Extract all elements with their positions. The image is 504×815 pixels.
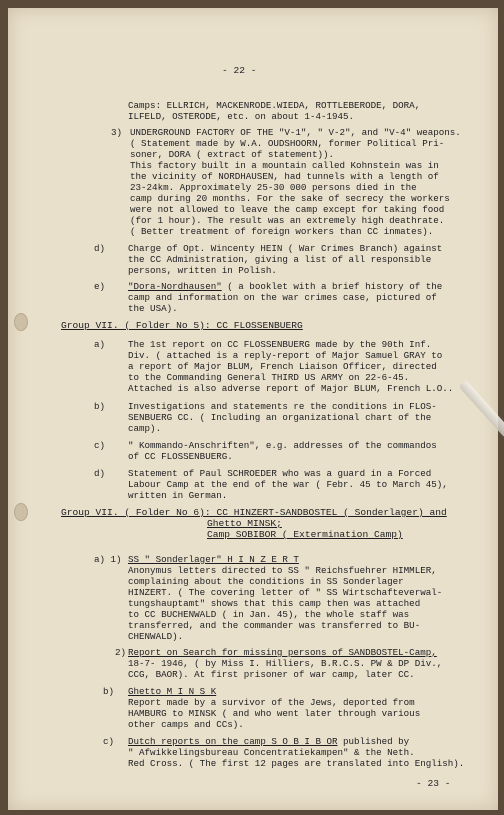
hinzert-line: CHENWALD). xyxy=(128,631,184,642)
hinzert-line: complaining about the conditions in SS Sonderlager xyxy=(128,576,404,587)
page-number-top: - 22 - xyxy=(222,65,257,76)
camps-line-1: Camps: ELLRICH, MACKENRODE.WIEDA, ROTTLEBERODE, DORA, xyxy=(128,100,421,111)
flossenbuerg-a-line: Attached is also adverse report of Major BLUM, French L.O.. xyxy=(128,383,454,394)
item-label: d) xyxy=(94,243,106,254)
item-label: b) xyxy=(94,401,106,412)
item3-line: camp during 20 months. For the sake of secrecy the workers xyxy=(130,193,450,204)
sobibor-line: " Afwikkelingsbureau Concentratiekampen" & the Neth. xyxy=(128,747,415,758)
flossenbuerg-b-line: camp). xyxy=(128,423,162,434)
item-label: a) 1) xyxy=(94,554,122,565)
sobibor-line-1 xyxy=(128,736,409,747)
item-e-line: camp and information on the war crimes case, pictured of xyxy=(128,292,437,303)
flossenbuerg-c-line: " Kommando-Anschriften", e.g. addresses of the commandos xyxy=(128,440,437,451)
binder-hole xyxy=(14,503,28,521)
item3-line: This factory built in a mountain called Kohnstein was in xyxy=(130,160,439,171)
group-heading-flossenbuerg: Group VII. ( Folder No 5): CC FLOSSENBUERG xyxy=(61,320,303,331)
flossenbuerg-b-line: SENBUERG CC. ( Including an organizational chart of the xyxy=(128,412,432,423)
sobibor-line: Red Cross. ( The first 12 pages are translated into English). xyxy=(128,758,465,769)
item-e-rest: ( a booklet with a brief history of the xyxy=(221,281,443,292)
flossenbuerg-d-line: Labour Camp at the end of the war ( Febr. 45 to March 45), xyxy=(128,479,448,490)
sobibor-title-rest: published by xyxy=(337,736,410,747)
flossenbuerg-b-line: Investigations and statements re the conditions in FLOS- xyxy=(128,401,437,412)
hinzert-line: HINZERT. ( The covering letter of " SS Wirtschafteverwal- xyxy=(128,587,443,598)
flossenbuerg-a-line: Div. ( attached is a reply-report of Major Samuel GRAY to xyxy=(128,350,443,361)
minsk-line: other camps and CCs). xyxy=(128,719,244,730)
sandbostel-line: 18-7- 1946, ( by Miss I. Hilliers, B.R.C.S. PW & DP Div., xyxy=(128,658,443,669)
page-number-bottom: - 23 - xyxy=(416,778,451,789)
item-label: a) xyxy=(94,339,106,350)
hinzert-line: tungshauptamt" shows that this camp then was attached xyxy=(128,598,421,609)
flossenbuerg-a-line: to the Commanding General THIRD US ARMY on 22-6-45. xyxy=(128,372,410,383)
item3-line: the vicinity of NORDHAUSEN, had tunnels with a length of xyxy=(130,171,439,182)
item3-line: UNDERGROUND FACTORY OF THE "V-1", " V-2", and "V-4" weapons. xyxy=(130,127,461,138)
sobibor-title: Dutch reports on the camp S O B I B OR xyxy=(128,736,338,747)
booklet-title: "Dora-Nordhausen" xyxy=(128,281,222,292)
item3-line: were not allowed to leave the camp except for taking food xyxy=(130,204,445,215)
flossenbuerg-a-line: a report of Major BLUM, French Liaison Officer, directed xyxy=(128,361,437,372)
group-heading-sobibor: Camp SOBIBOR ( Extermination Camp) xyxy=(207,529,403,540)
hinzert-line: transferred, and the commander was transferred to BU- xyxy=(128,620,421,631)
item-label: 2) xyxy=(115,647,127,658)
minsk-title: Ghetto M I N S K xyxy=(128,686,217,697)
sandbostel-line: CCG, BAOR). At first prisoner of war camp, later CC. xyxy=(128,669,415,680)
binder-hole xyxy=(14,313,28,331)
item-label: 3) xyxy=(111,127,123,138)
item-e-line-1 xyxy=(128,281,442,292)
camps-line-2: ILFELD, OSTERODE, etc. on about 1-4-1945. xyxy=(128,111,355,122)
item3-line: ( Better treatment of foreign workers than CC inmates). xyxy=(130,226,434,237)
hinzert-line: Anonymus letters directed to SS " Reichsfuehrer HIMMLER, xyxy=(128,565,437,576)
item-label: e) xyxy=(94,281,106,292)
item3-line: ( Statement made by W.A. OUDSHOORN, former Political Pri- xyxy=(130,138,445,149)
item-e-line: the USA). xyxy=(128,303,178,314)
item-d-line: persons, written in Polish. xyxy=(128,265,277,276)
item3-line: 23-24km. Approximately 25-30 000 persons died in the xyxy=(130,182,417,193)
item-d-line: the CC Administration, giving a list of all responsible xyxy=(128,254,432,265)
group-heading-hinzert: Group VII. ( Folder No 6): CC HINZERT-SANDBOSTEL ( Sonderlager) and xyxy=(61,507,447,518)
item-d-line: Charge of Opt. Wincenty HEIN ( War Crimes Branch) against xyxy=(128,243,443,254)
hinzert-title: SS " Sonderlager" H I N Z E R T xyxy=(128,554,299,565)
hinzert-line: to CC BUCHENWALD ( in Jan. 45), the whole staff was xyxy=(128,609,410,620)
flossenbuerg-a-line: The 1st report on CC FLOSSENBUERG made by the 90th Inf. xyxy=(128,339,432,350)
item-label: c) xyxy=(94,440,106,451)
item-label: b) xyxy=(103,686,115,697)
flossenbuerg-c-line: of CC FLOSSENBUERG. xyxy=(128,451,233,462)
minsk-line: HAMBURG to MINSK ( and who went later through various xyxy=(128,708,421,719)
sandbostel-title: Report on Search for missing persons of SANDBOSTEL-Camp, xyxy=(128,647,437,658)
item3-line: soner, DORA ( extract of statement)). xyxy=(130,149,334,160)
minsk-line: Report made by a survivor of the Jews, deported from xyxy=(128,697,415,708)
item-label: d) xyxy=(94,468,106,479)
item3-line: (for 1 hour). The result was an extremely high deathrate. xyxy=(130,215,445,226)
document-page xyxy=(8,8,498,810)
flossenbuerg-d-line: Statement of Paul SCHROEDER who was a guard in a Forced xyxy=(128,468,432,479)
flossenbuerg-d-line: written in German. xyxy=(128,490,228,501)
item-label: c) xyxy=(103,736,115,747)
group-heading-minsk: Ghetto MINSK; xyxy=(207,518,282,529)
pen-object xyxy=(458,380,504,439)
